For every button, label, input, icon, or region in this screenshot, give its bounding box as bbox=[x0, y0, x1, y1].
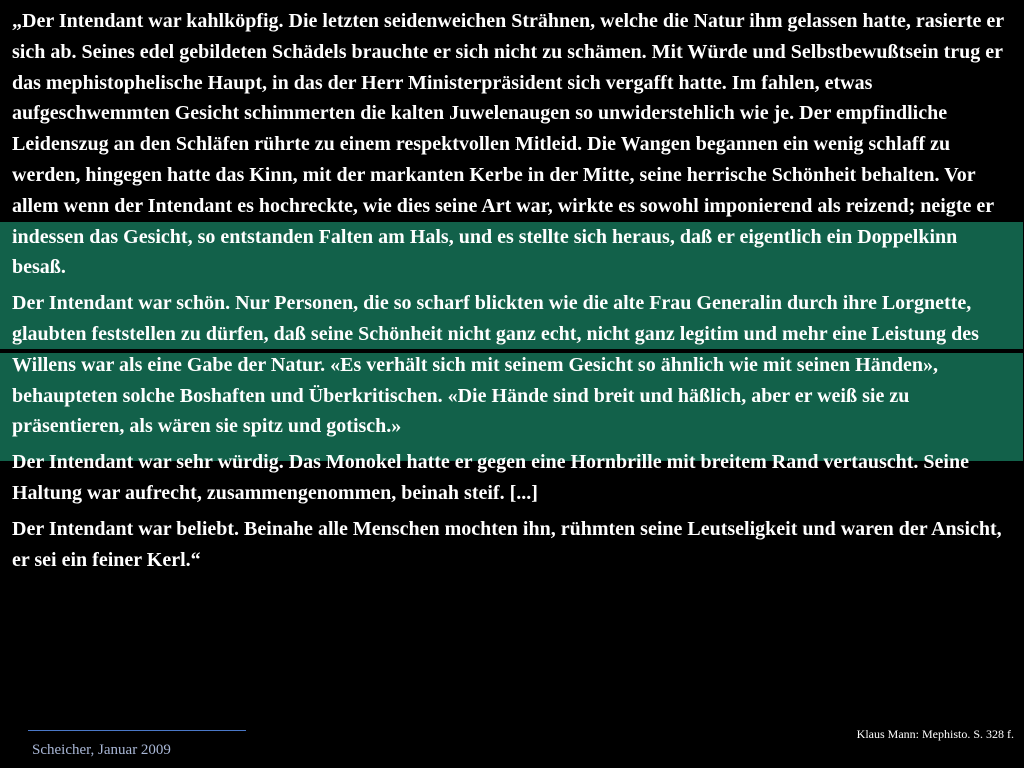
footer-source-citation: Klaus Mann: Mephisto. S. 328 f. bbox=[856, 727, 1014, 741]
footer-author: Scheicher, Januar 2009 bbox=[32, 742, 171, 758]
paragraph-beautiful: Der Intendant war schön. Nur Personen, die so scharf blickten wie die alte Frau Generalin durch ihre Lorgnette, glaubten feststellen zu dürfen, daß seine Schönheit nicht ganz echt, nicht ganz legitim und mehr eine Leistung des Willens war als eine Gabe der Natur. «Es verhält sich mit seinem Gesicht so ähnlich wie mit seinen Händen», behaupteten solche Boshaften und Überkritischen. «Die Hände sind breit und häßlich, aber er weiß sie zu präsentieren, als wären sie spitz und gotisch.» bbox=[12, 292, 979, 438]
paragraph-bald: „Der Intendant war kahlköpfig. Die letzten seidenweichen Strähnen, welche die Natur ihm gelassen hatte, rasierte er sich ab. Seines edel gebildeten Schädels brauchte er sich nicht zu schämen. Mit Würde und Selbstbewußtsein trug er das mephistophelische Haupt, in das der Herr Ministerpräsident sich vergafft hatte. Im fahlen, etwas aufgeschwemmten Gesicht schimmerten die kalten Juwelenaugen so unwiderstehlich wie je. Der empfindliche Leidenszug an den Schläfen rührte zu einem respektvollen Mitleid. Die Wangen begannen ein wenig schlaff zu werden, hingegen hatte das Kinn, mit der markanten Kerbe in der Mitte, seine herrische Schönheit behalten. Vor allem wenn der Intendant es hochreckte, wie dies seine Art war, wirkte es sowohl imponierend als reizend; neigte er indessen das Gesicht, so entstanden Falten am Hals, und es stellte sich heraus, daß er eigentlich ein Doppelkinn besaß. bbox=[12, 10, 1004, 279]
paragraph-popular: Der Intendant war beliebt. Beinahe alle Menschen mochten ihn, rühmten seine Leutseligkeit und waren der Ansicht, er sei ein feiner Kerl.“ bbox=[12, 517, 1002, 571]
footer-divider bbox=[28, 730, 246, 731]
quote-text bbox=[12, 6, 1016, 580]
paragraph-dignified: Der Intendant war sehr würdig. Das Monokel hatte er gegen eine Hornbrille mit breitem Rand vertauscht. Seine Haltung war aufrecht, zusammengenommen, beinah steif. [...] bbox=[12, 451, 969, 504]
